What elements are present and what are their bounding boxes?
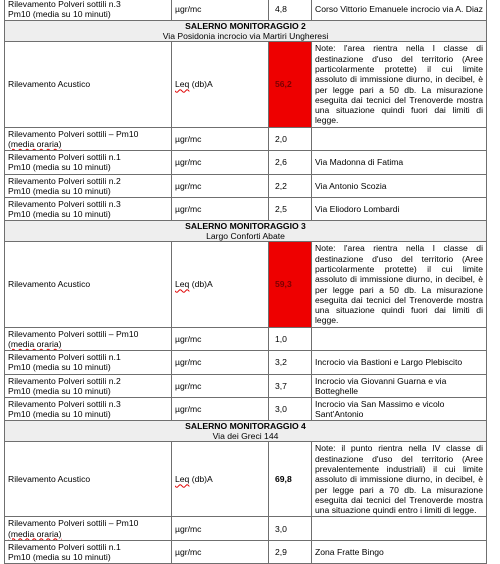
- location-cell: Via Madonna di Fatima: [312, 151, 487, 174]
- acoustic-row: [5, 442, 487, 517]
- section-subtitle: Largo Conforti Abate: [206, 231, 285, 242]
- unit-cell: µgr/mc: [172, 398, 269, 421]
- unit-cell: µgr/mc: [172, 174, 269, 197]
- note-cell: Note: l'area rientra nella I classe di destinazione d'uso del territorio (Aree particolarmente protette) il cui limite assoluto di immissione diurno, in decibel, è per legge pari a 50 db. La misurazione eseguita dai tecnici del Trenoverde mostra una situazione quindi fuori dai limiti di legge.: [312, 42, 487, 127]
- section-title: SALERNO MONITORAGGIO 2: [185, 21, 306, 32]
- location-cell: Zona Fratte Bingo: [312, 540, 487, 563]
- value-cell: 3,2: [269, 351, 312, 374]
- table-row: [5, 174, 487, 197]
- value-cell: 3,0: [269, 398, 312, 421]
- acoustic-row: [5, 242, 487, 327]
- location-cell: Via Eliodoro Lombardi: [312, 198, 487, 221]
- unit-cell: µgr/mc: [172, 198, 269, 221]
- table-row: [5, 351, 487, 374]
- table-row: [5, 540, 487, 563]
- section-subtitle: Via Posidonia incrocio via Martiri Ungheresi: [162, 31, 329, 42]
- measure-label: Rilevamento Polveri sottili n.3 Pm10 (media su 10 minuti): [5, 198, 172, 221]
- measure-label: Rilevamento Acustico: [5, 442, 172, 517]
- unit-cell: µgr/mc: [172, 374, 269, 397]
- value-cell: 4,8: [269, 0, 312, 21]
- unit-cell: µgr/mc: [172, 327, 269, 350]
- section-title: SALERNO MONITORAGGIO 4: [185, 421, 306, 432]
- table-row: [5, 151, 487, 174]
- measure-label: Rilevamento Polveri sottili n.2 Pm10 (media su 10 minuti): [5, 374, 172, 397]
- measure-label: Rilevamento Polveri sottili n.1 Pm10 (media su 10 minuti): [5, 351, 172, 374]
- location-cell: Incrocio via San Massimo e vicolo Sant'Antonio: [312, 398, 487, 421]
- section-header: [5, 421, 487, 442]
- table-row: [5, 374, 487, 397]
- location-cell: Via Antonio Scozia: [312, 174, 487, 197]
- measure-label: Rilevamento Polveri sottili n.2 Pm10 (media su 10 minuti): [5, 174, 172, 197]
- table-row: [5, 398, 487, 421]
- measure-label: Rilevamento Acustico: [5, 242, 172, 327]
- value-cell: 2,0: [269, 127, 312, 150]
- value-cell: 1,0: [269, 327, 312, 350]
- location-cell: Incrocio via Giovanni Guarna e via Botteghelle: [312, 374, 487, 397]
- measure-label: Rilevamento Polveri sottili – Pm10 (media oraria): [5, 327, 172, 350]
- table-row: [5, 127, 487, 150]
- unit-cell: Leq (db)A: [172, 242, 269, 327]
- value-cell: 2,2: [269, 174, 312, 197]
- location-cell: Corso Vittorio Emanuele incrocio via A. Diaz: [312, 0, 487, 21]
- section-header: [5, 221, 487, 242]
- unit-cell: µgr/mc: [172, 151, 269, 174]
- unit-cell: µgr/mc: [172, 351, 269, 374]
- measure-label: Rilevamento Polveri sottili – Pm10 (media oraria): [5, 517, 172, 540]
- location-cell: [312, 327, 487, 350]
- location-cell: Incrocio via Bastioni e Largo Plebiscito: [312, 351, 487, 374]
- location-cell: [312, 517, 487, 540]
- table-row: [5, 198, 487, 221]
- value-cell: 2,9: [269, 540, 312, 563]
- measure-label: Rilevamento Polveri sottili – Pm10 (media oraria): [5, 127, 172, 150]
- unit-cell: Leq (db)A: [172, 42, 269, 127]
- note-cell: Note: l'area rientra nella I classe di destinazione d'uso del territorio (Aree particolarmente protette) il cui limite assoluto di immissione diurno, in decibel, è per legge pari a 50 db. La misurazione eseguita dai tecnici del Trenoverde mostra una situazione quindi fuori dai limiti di legge.: [312, 242, 487, 327]
- section-subtitle: Via dei Greci 144: [212, 431, 279, 442]
- table-row: [5, 517, 487, 540]
- acoustic-row: [5, 42, 487, 127]
- unit-cell: µgr/mc: [172, 540, 269, 563]
- measure-label: Rilevamento Polveri sottili n.1 Pm10 (media su 10 minuti): [5, 540, 172, 563]
- unit-cell: Leq (db)A: [172, 442, 269, 517]
- unit-cell: µgr/mc: [172, 127, 269, 150]
- note-cell: Note: il punto rientra nella IV classe di destinazione d'uso del territorio (Aree prevalentemente industriali) il cui limite assoluto di immissione diurno, in decibel, è per legge pari a 70 db. La misurazione eseguita dai tecnici del Trenoverde mostra una situazione quindi entro i limiti di legge.: [312, 442, 487, 517]
- monitoring-table: [4, 0, 487, 564]
- measure-label: Rilevamento Acustico: [5, 42, 172, 127]
- noise-value-cell: 69,8: [269, 442, 312, 517]
- value-cell: 3,0: [269, 517, 312, 540]
- section-header: [5, 21, 487, 42]
- section-title: SALERNO MONITORAGGIO 3: [185, 221, 306, 232]
- noise-value-cell: 59,3: [269, 242, 312, 327]
- unit-cell: µgr/mc: [172, 517, 269, 540]
- noise-value-cell: 56,2: [269, 42, 312, 127]
- value-cell: 2,5: [269, 198, 312, 221]
- location-cell: [312, 127, 487, 150]
- table-row: [5, 327, 487, 350]
- table-row: [5, 0, 487, 21]
- measure-label: Rilevamento Polveri sottili n.3 Pm10 (media su 10 minuti): [5, 0, 172, 21]
- value-cell: 2,6: [269, 151, 312, 174]
- measure-label: Rilevamento Polveri sottili n.1 Pm10 (media su 10 minuti): [5, 151, 172, 174]
- unit-cell: µgr/mc: [172, 0, 269, 21]
- measure-label: Rilevamento Polveri sottili n.3 Pm10 (media su 10 minuti): [5, 398, 172, 421]
- value-cell: 3,7: [269, 374, 312, 397]
